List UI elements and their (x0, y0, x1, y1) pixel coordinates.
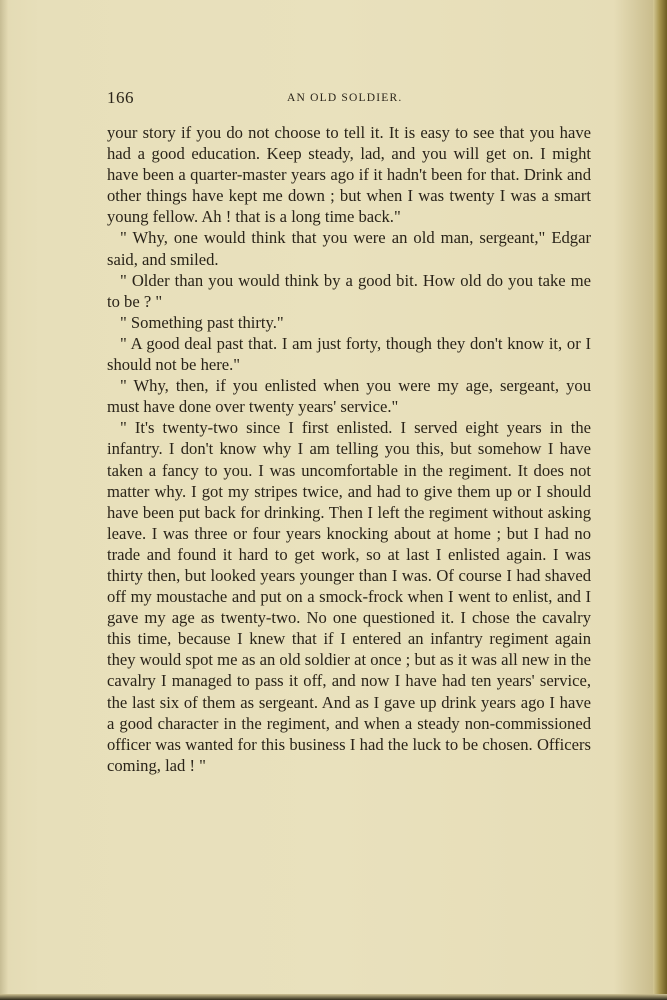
paragraph: your story if you do not choose to tell it. It is easy to see that you have had a good education. Keep steady, lad, and you will get on. I might have been a quarter-master years ago if it hadn't been for that. Drink and other things have kept me down ; but when I was twenty I was a smart young fellow. Ah ! that is a long time back." (107, 123, 591, 227)
paragraph: " A good deal past that. I am just forty, though they don't know it, or I should not be here." (107, 333, 591, 375)
page-bottom-edge (0, 994, 667, 1000)
page-binding-edge (653, 0, 667, 1000)
page-header (107, 88, 591, 110)
paragraph: " Why, then, if you enlisted when you were my age, sergeant, you must have done over twenty years' service." (107, 376, 591, 417)
body-text (107, 122, 591, 776)
paragraph: " Why, one would think that you were an old man, sergeant," Edgar said, and smiled. (107, 228, 591, 269)
running-title: AN OLD SOLDIER. (287, 92, 403, 104)
page-number: 166 (107, 88, 134, 107)
paragraph: " It's twenty-two since I first enlisted. I served eight years in the infantry. I don't know why I am telling you this, but somehow I have taken a fancy to you. I was uncomfortable in the regiment. It does not matter why. I got my stripes twice, and had to give them up or I should have been put back for drinking. Then I left the regiment without asking leave. I was three or four years knocking about at home ; but I had no trade and found it hard to get work, so at last I enlisted again. I was thirty then, but looked years younger than I was. Of course I had shaved off my moustache and put on a smock-frock when I went to enlist, and I gave my age as twenty-two. No one questioned it. I chose the cavalry this time, because I knew that if I entered an infantry regiment again they would spot me as an old soldier at once ; but as it was all new in the cavalry I managed to pass it off, and now I have had ten years' service, the last six of them as sergeant. And as I gave up drink years ago I have a good character in the regiment, and when a steady non-commissioned officer was wanted for this business I had the luck to be chosen. Officers coming, lad ! " (107, 418, 591, 775)
paragraph: " Older than you would think by a good bit. How old do you take me to be ? " (107, 270, 591, 311)
page-left-edge (0, 0, 8, 1000)
paragraph: " Something past thirty." (120, 312, 284, 332)
